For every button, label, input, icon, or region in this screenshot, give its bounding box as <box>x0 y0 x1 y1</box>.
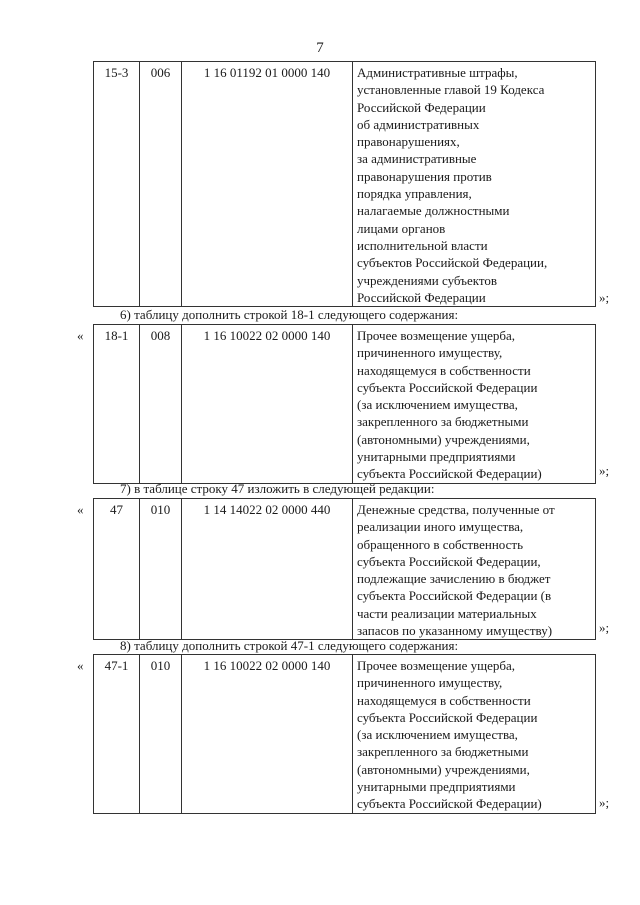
name-line: правонарушениях, <box>357 134 460 150</box>
name-line: унитарными предприятиями <box>357 449 516 465</box>
row-name <box>353 325 596 484</box>
name-line: Российской Федерации <box>357 99 486 115</box>
page-number: 7 <box>316 40 324 56</box>
closing-quote: »; <box>599 620 610 635</box>
name-line: находящемуся в собственности <box>357 692 531 708</box>
opening-quote: « <box>77 502 84 517</box>
name-line: субъектов Российской Федерации, <box>357 255 548 271</box>
row-kbk-code: 1 16 10022 02 0000 140 <box>182 325 353 484</box>
name-line: исполнительной власти <box>357 237 488 253</box>
name-line: (за исключением имущества, <box>357 397 518 413</box>
amendment-instruction: 6) таблицу дополнить строкой 18-1 следующего содержания: <box>120 307 459 322</box>
name-line: закрепленного за бюджетными <box>357 744 529 760</box>
closing-quote: »; <box>599 795 610 810</box>
row-name <box>353 655 596 814</box>
name-line: Российской Федерации <box>357 289 486 305</box>
name-line: причиненного имуществу, <box>357 675 503 691</box>
name-line: части реализации материальных <box>357 605 537 621</box>
name-line: находящемуся в собственности <box>357 362 531 378</box>
table-row-47-1 <box>93 654 596 814</box>
row-kbk-code: 1 14 14022 02 0000 440 <box>182 499 353 640</box>
name-line: (за исключением имущества, <box>357 727 518 743</box>
name-line: реализации иного имущества, <box>357 519 524 535</box>
row-name <box>353 62 596 307</box>
name-line: Прочее возмещение ущерба, <box>357 658 516 673</box>
table-row-47 <box>93 498 596 640</box>
table-row-15-3 <box>93 61 596 307</box>
row-admin-code: 010 <box>140 499 182 640</box>
name-line: субъекта Российской Федерации <box>357 709 538 725</box>
name-line: запасов по указанному имуществу) <box>357 623 553 639</box>
amendment-instruction: 7) в таблице строку 47 изложить в следующей редакции: <box>120 481 435 496</box>
name-line: закрепленного за бюджетными <box>357 414 529 430</box>
row-admin-code: 010 <box>140 655 182 814</box>
name-line: лицами органов <box>357 220 446 236</box>
row-admin-code: 008 <box>140 325 182 484</box>
row-code: 47 <box>94 499 140 640</box>
opening-quote: « <box>77 328 84 343</box>
name-line: субъекта Российской Федерации) <box>357 796 542 812</box>
row-code: 15-3 <box>94 62 140 307</box>
name-line: подлежащие зачислению в бюджет <box>357 571 551 587</box>
row-code: 18-1 <box>94 325 140 484</box>
name-line: субъекта Российской Федерации) <box>357 466 542 482</box>
name-line: установленные главой 19 Кодекса <box>357 82 545 98</box>
row-code: 47-1 <box>94 655 140 814</box>
name-line: унитарными предприятиями <box>357 779 516 795</box>
name-line: обращенного в собственность <box>357 536 524 552</box>
name-line: за административные <box>357 151 477 167</box>
table-row-18-1 <box>93 324 596 484</box>
opening-quote: « <box>77 658 84 673</box>
row-name <box>353 499 596 640</box>
name-line: (автономными) учреждениями, <box>357 431 530 447</box>
row-kbk-code: 1 16 10022 02 0000 140 <box>182 655 353 814</box>
closing-quote: »; <box>599 463 610 478</box>
name-line: Денежные средства, полученные от <box>357 502 555 517</box>
name-line: причиненного имуществу, <box>357 345 503 361</box>
name-line: правонарушения против <box>357 168 492 184</box>
name-line: субъекта Российской Федерации <box>357 379 538 395</box>
name-line: порядка управления, <box>357 186 472 202</box>
name-line: налагаемые должностными <box>357 203 510 219</box>
name-line: Административные штрафы, <box>357 65 518 80</box>
amendment-instruction: 8) таблицу дополнить строкой 47-1 следующего содержания: <box>120 638 459 653</box>
row-admin-code: 006 <box>140 62 182 307</box>
name-line: (автономными) учреждениями, <box>357 761 530 777</box>
name-line: субъекта Российской Федерации, <box>357 553 541 569</box>
name-line: субъекта Российской Федерации (в <box>357 588 552 604</box>
name-line: Прочее возмещение ущерба, <box>357 328 516 343</box>
name-line: учреждениями субъектов <box>357 272 498 288</box>
name-line: об административных <box>357 116 480 132</box>
closing-quote: »; <box>599 290 610 305</box>
row-kbk-code: 1 16 01192 01 0000 140 <box>182 62 353 307</box>
